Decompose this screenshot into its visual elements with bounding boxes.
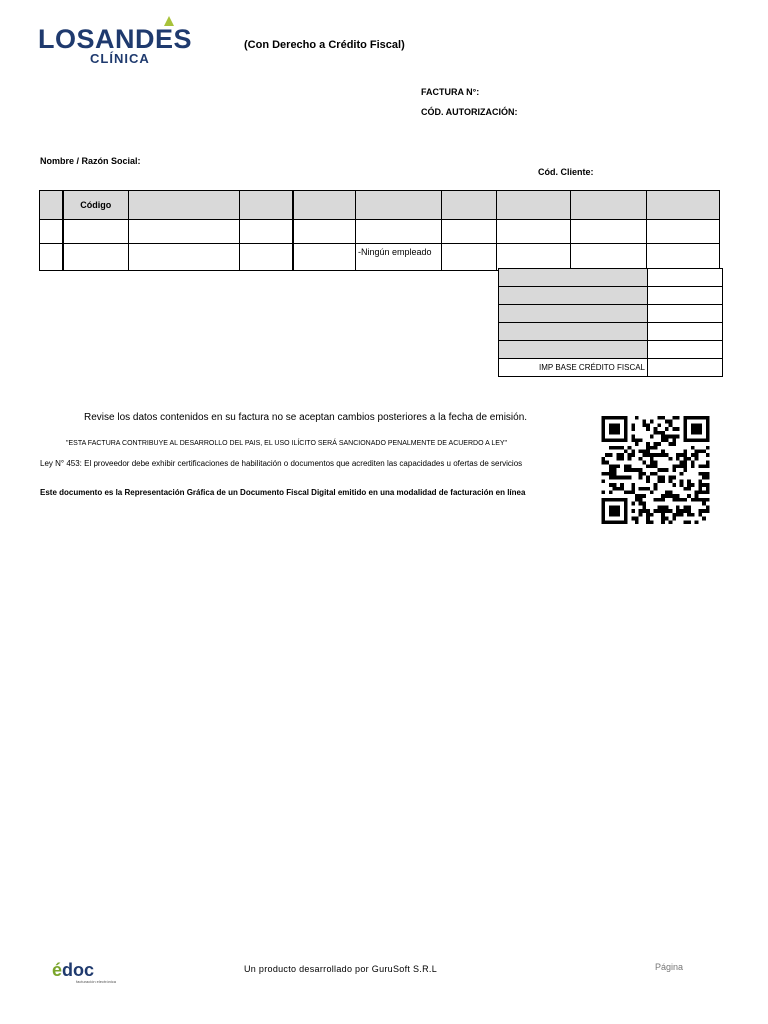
table-cell: [240, 220, 293, 244]
table-row: [40, 220, 720, 244]
header-cell: [647, 191, 720, 220]
totals-value: [648, 269, 723, 287]
header-cell: [240, 191, 293, 220]
authorization-code-label: CÓD. AUTORIZACIÓN:: [421, 107, 518, 117]
table-cell: [40, 244, 63, 271]
review-notice: Revise los datos contenidos en su factura no se aceptan cambios posteriores a la fecha de emisión.: [84, 412, 528, 423]
totals-label: [499, 287, 648, 305]
header-cell: [571, 191, 647, 220]
edoc-logo-e: é: [52, 960, 63, 980]
totals-value: [648, 341, 723, 359]
header-cell: [356, 191, 442, 220]
totals-row: [499, 323, 723, 341]
totals-label: [499, 305, 648, 323]
law-453-notice: Ley N° 453: El proveedor debe exhibir certificaciones de habilitación o documentos que acrediten las capacidades u ofertas de servicios: [40, 459, 523, 468]
edoc-logo-subtext: facturación electrónica: [76, 979, 117, 984]
table-cell: [647, 220, 720, 244]
logo-sub-text: CLÍNICA: [90, 51, 150, 66]
table-cell-employee: -Ningún empleado: [356, 244, 442, 271]
totals-value: [648, 305, 723, 323]
table-cell: [293, 244, 356, 271]
page-label: Página: [655, 962, 684, 972]
totals-value-base-credito: [648, 359, 723, 377]
totals-value: [648, 287, 723, 305]
table-cell: [356, 220, 442, 244]
header-cell: [442, 191, 497, 220]
table-cell: [63, 244, 129, 271]
totals-row: [499, 305, 723, 323]
table-cell: [63, 220, 129, 244]
footer-credit: Un producto desarrollado por GuruSoft S.R.L: [244, 964, 437, 974]
table-cell: [442, 244, 497, 271]
totals-row: [499, 269, 723, 287]
law-contribution-notice: "ESTA FACTURA CONTRIBUYE AL DESARROLLO DEL PAIS, EL USO ILÍCITO SERÁ SANCIONADO PENALMENTE DE ACUERDO A LEY": [66, 440, 508, 447]
header-cell: [293, 191, 356, 220]
client-name-label: Nombre / Razón Social:: [40, 156, 141, 166]
totals-table: [498, 268, 723, 377]
totals-label-base-credito: IMP BASE CRÉDITO FISCAL: [499, 359, 648, 377]
totals-value: [648, 323, 723, 341]
table-cell: [240, 244, 293, 271]
invoice-number-label: FACTURA N°:: [421, 87, 480, 97]
totals-label: [499, 341, 648, 359]
table-cell: [129, 244, 240, 271]
table-row: [40, 244, 720, 271]
digital-document-notice: Este documento es la Representación Gráfica de un Documento Fiscal Digital emitido en una modalidad de facturación en línea: [40, 488, 526, 497]
table-cell: [129, 220, 240, 244]
items-table: [39, 190, 720, 271]
table-header-row: [40, 191, 720, 220]
client-code-label: Cód. Cliente:: [538, 167, 594, 177]
edoc-logo-text: doc: [62, 960, 95, 980]
edoc-logo: [52, 960, 94, 981]
table-cell: [293, 220, 356, 244]
table-cell: [497, 244, 571, 271]
qr-code-icon: [598, 416, 713, 524]
table-cell: [571, 220, 647, 244]
header-cell: [129, 191, 240, 220]
totals-row-base-credito: [499, 359, 723, 377]
header-cell: [497, 191, 571, 220]
table-cell: [442, 220, 497, 244]
totals-row: [499, 341, 723, 359]
totals-label: [499, 269, 648, 287]
header-cell: [40, 191, 63, 220]
table-cell: [647, 244, 720, 271]
table-cell: [40, 220, 63, 244]
header-cell-codigo: Código: [63, 191, 129, 220]
logo-main-text: LOSANDES: [38, 24, 193, 54]
totals-label: [499, 323, 648, 341]
totals-row: [499, 287, 723, 305]
table-cell: [497, 220, 571, 244]
document-subtitle: (Con Derecho a Crédito Fiscal): [244, 39, 405, 51]
table-cell: [571, 244, 647, 271]
